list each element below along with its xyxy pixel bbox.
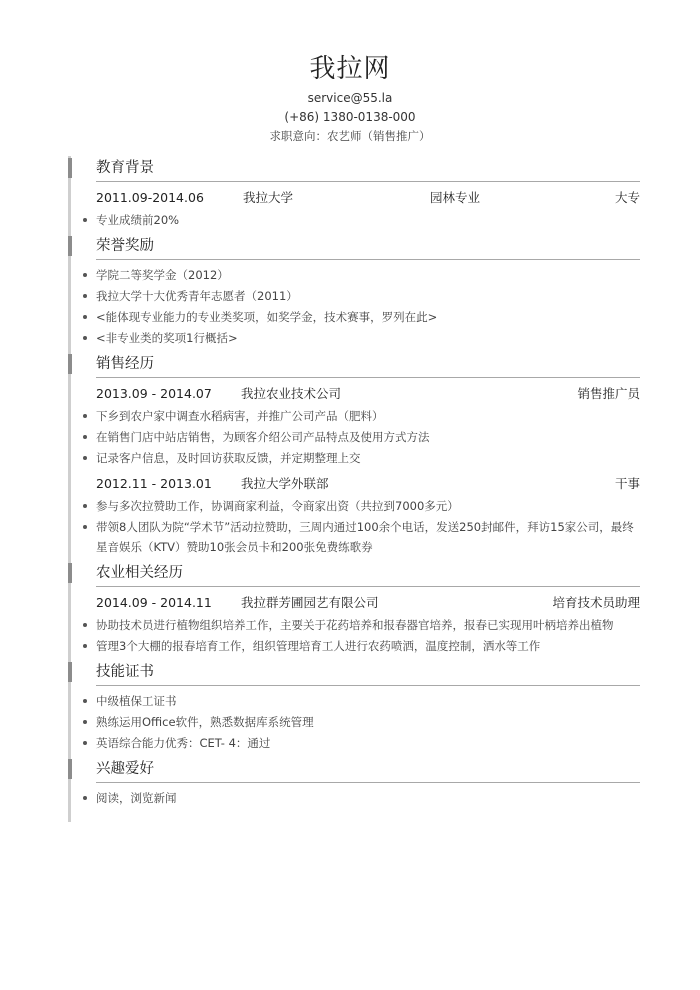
section-marker [68,759,72,779]
section-header [68,561,640,587]
section-agri [68,561,640,656]
agri-list [68,615,640,656]
section-header [68,234,640,260]
bullet-icon [83,699,87,703]
bullet-icon [83,435,87,439]
section-divider [96,377,640,378]
section-sales [68,352,640,557]
job-role: 培育技术员助理 [552,595,640,610]
section-title: 农业相关经历 [96,565,183,581]
bullet-icon [83,796,87,800]
bullet-icon [83,294,87,298]
section-divider [96,181,640,182]
job-intent: 求职意向：农艺师（销售推广） [269,129,431,143]
sales-job-list [68,496,640,557]
section-title: 销售经历 [96,356,154,372]
bullet-icon [83,315,87,319]
list-item: 管理3个大棚的报春培育工作，组织管理培育工人进行农药喷洒，温度控制，洒水等工作 [68,636,640,656]
bullet-icon [83,414,87,418]
bullet-icon [83,644,87,648]
resume-body [68,156,640,808]
agri-job-row [68,593,640,613]
job-date: 2013.09 - 2014.07 [96,386,212,401]
bullet-icon [83,623,87,627]
sales-job-list [68,406,640,468]
honors-list [68,265,640,348]
education-list [68,210,640,230]
list-item: 学院二等奖学金（2012） [68,265,640,285]
section-honors [68,234,640,348]
list-item: 参与多次拉赞助工作，协调商家利益，令商家出资（共拉到7000多元） [68,496,640,516]
section-divider [96,685,640,686]
job-role: 干事 [614,476,640,491]
section-divider [96,782,640,783]
section-divider [96,586,640,587]
list-item: 专业成绩前20% [68,210,640,230]
section-divider [96,259,640,260]
bullet-icon [83,720,87,724]
list-item-continuation: 星音娱乐（KTV）赞助10张会员卡和200张免费练歌券 [96,540,373,554]
section-title: 技能证书 [96,664,154,680]
section-marker [68,662,72,682]
education-school: 我拉大学 [243,190,294,205]
contact-email: service@55.la [307,91,393,105]
education-degree: 大专 [614,190,640,205]
section-header [68,660,640,686]
section-header [68,757,640,783]
sales-job-row [68,384,640,404]
list-item: 下乡到农户家中调查水稻病害，并推广公司产品（肥料） [68,406,640,426]
list-item: 记录客户信息，及时回访获取反馈，并定期整理上交 [68,448,640,468]
job-org: 我拉大学外联部 [241,476,329,491]
section-skills [68,660,640,753]
list-item: 协助技术员进行植物组织培养工作，主要关于花药培养和报春器官培养，报春已实现用叶柄培养出植物 [68,615,640,635]
job-org: 我拉群芳圃园艺有限公司 [241,595,379,610]
education-major: 园林专业 [430,190,481,205]
section-marker [68,563,72,583]
bullet-icon [83,336,87,340]
candidate-name: 我拉网 [309,54,391,84]
bullet-icon [83,504,87,508]
job-role: 销售推广员 [577,386,640,401]
contact-phone: (+86) 1380-0138-000 [284,110,416,124]
job-date: 2012.11 - 2013.01 [96,476,212,491]
skills-list [68,691,640,753]
bullet-icon [83,218,87,222]
section-marker [68,236,72,256]
list-item: 阅读，浏览新闻 [68,788,640,808]
section-hobbies [68,757,640,808]
bullet-icon [83,525,87,529]
list-item: 在销售门店中站店销售，为顾客介绍公司产品特点及使用方式方法 [68,427,640,447]
sales-job-row [68,474,640,494]
section-education [68,156,640,230]
education-date: 2011.09-2014.06 [96,190,204,205]
list-item: 英语综合能力优秀：CET- 4：通过 [68,733,640,753]
section-marker [68,158,72,178]
resume-header [0,52,700,144]
hobbies-list [68,788,640,808]
job-org: 我拉农业技术公司 [241,386,342,401]
list-item: 带领8人团队为院“学术节”活动拉赞助，三周内通过100余个电话，发送250封邮件，拜访15家公司，最终 [68,517,640,537]
education-row [68,188,640,208]
section-title: 荣誉奖励 [96,238,154,254]
list-item: 中级植保工证书 [68,691,640,711]
section-title: 兴趣爱好 [96,761,154,777]
job-date: 2014.09 - 2014.11 [96,595,212,610]
list-item: 我拉大学十大优秀青年志愿者（2011） [68,286,640,306]
section-header [68,156,640,182]
list-item: <能体现专业能力的专业类奖项，如奖学金，技术赛事，罗列在此> [68,307,640,327]
bullet-icon [83,741,87,745]
list-item: <非专业类的奖项1行概括> [68,328,640,348]
bullet-icon [83,456,87,460]
section-marker [68,354,72,374]
list-item: 熟练运用Office软件，熟悉数据库系统管理 [68,712,640,732]
section-title: 教育背景 [96,160,154,176]
section-header [68,352,640,378]
bullet-icon [83,273,87,277]
